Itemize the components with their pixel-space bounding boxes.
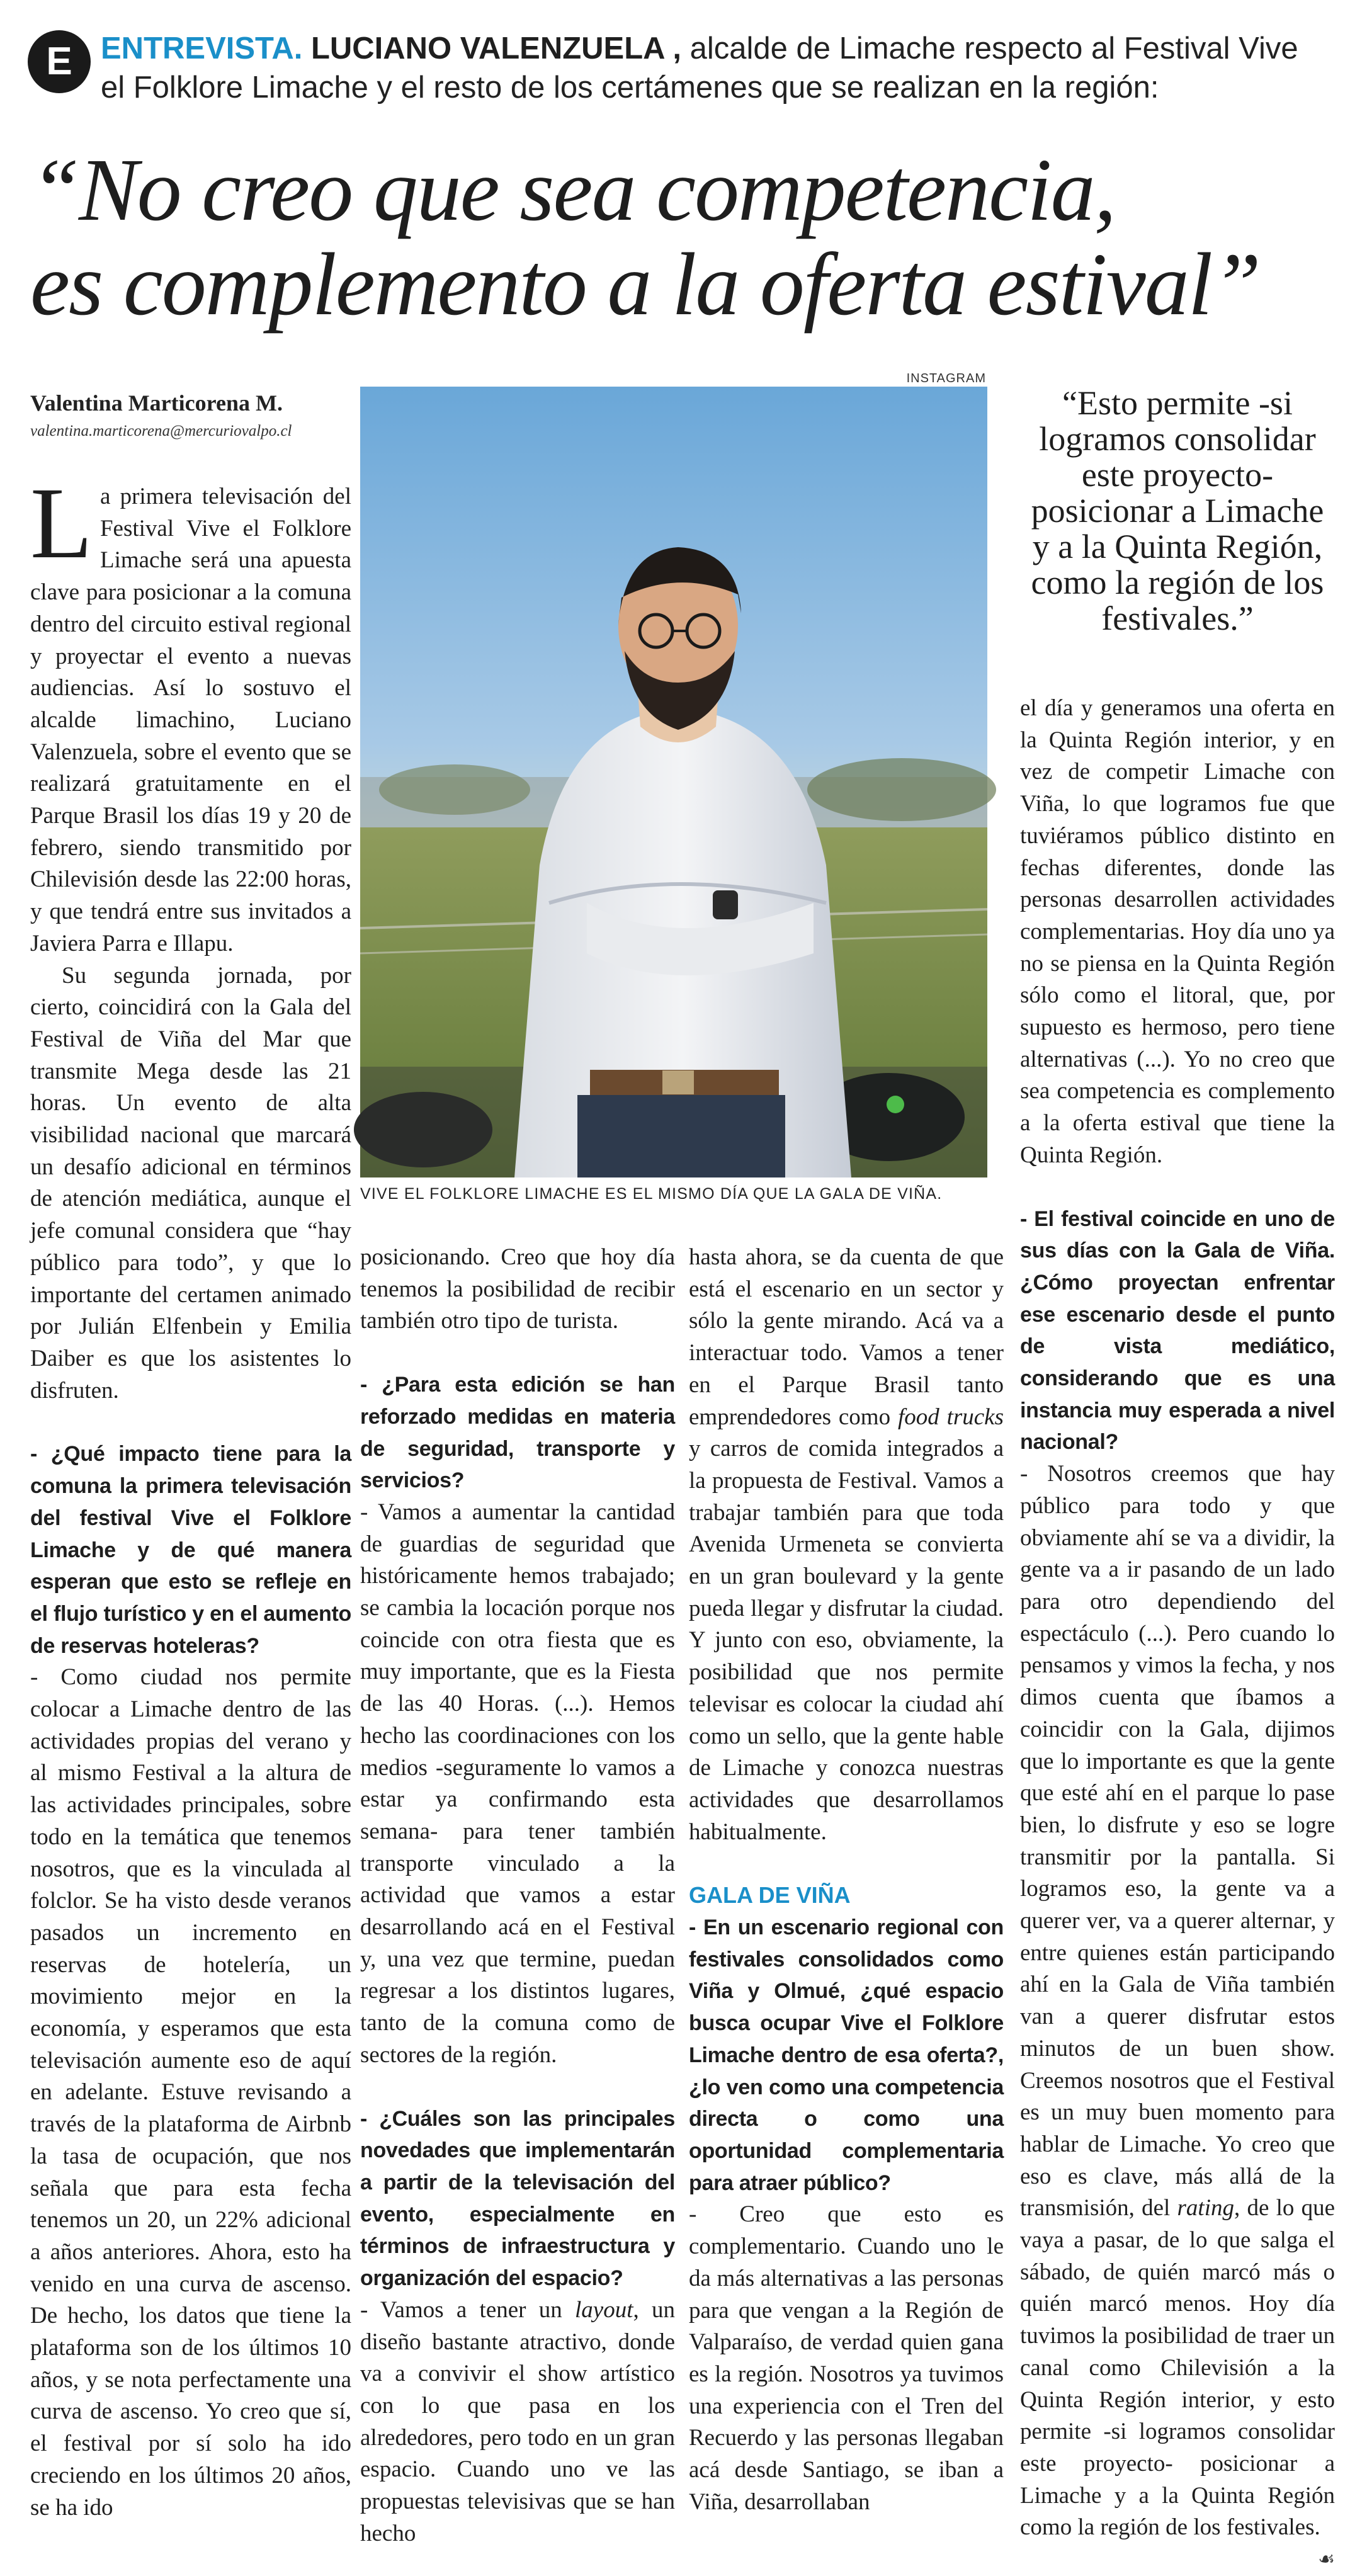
headline (30, 140, 1327, 334)
byline (30, 389, 345, 442)
section-badge: E (28, 30, 91, 93)
answer-3-text-b: , un diseño bastante atractivo, donde va a convivir el show artístico con lo que pasa en los alrededores, pero todo en un gran espacio. Cuando uno ve las propuestas televisivas que se han hecho (360, 2296, 676, 2546)
answer-3 (360, 2295, 675, 2550)
question-3: - ¿Cuáles son las principales novedades que implementarán a partir de la televisación del evento, especialmente en términos de infraestructura y organización del espacio? (360, 2106, 675, 2291)
kicker-label: ENTREVISTA. (101, 31, 303, 65)
answer-2: - Vamos a aumentar la cantidad de guardias de seguridad que históricamente hemos trabajado; se cambia la locación porque nos coincide con otra fiesta que es muy importante, que es la Fiesta de las 40 Horas. (...). Hemos hecho las coordinaciones con los medios -seguramente lo vamos a estar ya confirmando esta semana- para tener también transporte vinculado a la actividad que vamos a estar desarrollando acá en el Festival y, una vez que termine, puedan regresar a los distintos lugares, tanto de la comuna como de sectores de la región. (360, 1499, 675, 2068)
headline-line-2: es complemento a la oferta estival” (30, 234, 1261, 334)
answer-3-cont-italic: food trucks (897, 1404, 1004, 1430)
article-column-2 (360, 1242, 675, 2550)
answer-3-text-a: - Vamos a tener un (360, 2296, 576, 2323)
question-4: - En un escenario regional con festivales consolidados como Viña y Olmué, ¿qué espacio busca ocupar Vive el Folklore Limache dentro de esa oferta?, ¿lo ven como una competencia directa o como una oportunidad complementaria para atraer público? (689, 1915, 1004, 2195)
photo-caption: VIVE EL FOLKLORE LIMACHE ES EL MISMO DÍA QUE LA GALA DE VIÑA. (360, 1185, 943, 1203)
paragraph-2: Su segunda jornada, por cierto, coincidirá con la Gala del Festival de Viña del Mar que transmite Mega desde las 21 horas. Un evento de alta visibilidad nacional que marcará un desafío adicional en términos de atención mediática, aunque el jefe comunal considera que “hay público para todo”, y que lo importante del certamen animado por Julián Elfenbein y Emilia Daiber es que los asistentes lo disfruten. (30, 962, 351, 1404)
answer-5-text-b: , de lo que vaya a pasar, de lo que salga el sábado, de quién marcó más o quién marcó menos. Hoy día tuvimos la posibilidad de traer un canal como Chilevisión a la Quinta Región interior, y esto permite -si logramos consolidar este proyecto- posicionar a Limache y a la Quinta Región como la región de los festivales. (1020, 2195, 1335, 2541)
kicker (101, 29, 1322, 107)
article-column-3 (689, 1242, 1004, 2518)
question-2: - ¿Para esta edición se han reforzado medidas en materia de seguridad, transporte y servicios? (360, 1373, 675, 1493)
answer-4-continued: el día y generamos una oferta en la Quinta Región interior, y en vez de competir Limache con Viña, lo que logramos fue que tuviéramos público distinto en fechas diferentes, donde las personas desarrollen actividades complementarias. Hoy día uno ya no se piensa en la Quinta Región sólo como el litoral, que, por supuesto es hermoso, pero tiene alternativas (...). Yo no creo que sea competencia es complemento a la oferta estival que tiene la Quinta Región. (1020, 695, 1335, 1168)
article-column-1 (30, 467, 351, 2524)
kicker-name: LUCIANO VALENZUELA , (310, 31, 681, 65)
headline-line-1: “No creo que sea competencia, (30, 140, 1116, 239)
interview-photo (360, 387, 987, 1177)
answer-4: - Creo que esto es complementario. Cuando uno le da más alternativas a las personas para que vengan a la Región de Valparaíso, de verdad quien gana es la región. Nosotros ya tuvimos una experiencia con el Tren del Recuerdo y las personas llegaban acá desde Santiago, se iban a Viña, desarrollaban (689, 2201, 1004, 2515)
drop-cap: L (30, 467, 93, 580)
answer-5-italic: rating (1177, 2195, 1234, 2221)
section-subhead: GALA DE VIÑA (689, 1882, 851, 1909)
answer-3-cont-text-b: y carros de comida integrados a la propuesta de Festival. Vamos a trabajar también para que toda Avenida Urmeneta se convierta en un gran boulevard y la gente pueda llegar y disfrutar la ciudad. Y junto con eso, obviamente, la posibilidad que nos permite televisar es colocar la ciudad ahí como un sello, que la gente hable de Limache y conozca nuestras actividades que desarrollamos habitualmente. (689, 1436, 1004, 1845)
answer-1-continued: posicionando. Creo que hoy día tenemos la posibilidad de recibir también otro tipo de turista. (360, 1244, 675, 1334)
author-email: valentina.marticorena@mercuriovalpo.cl (30, 423, 292, 440)
question-1: - ¿Qué impacto tiene para la comuna la primera televisación del festival Vive el Folklore Limache y de qué manera esperan que esto se refleje en el flujo turístico y en el aumento de reservas hoteleras? (30, 1442, 351, 1658)
article-column-4 (1020, 693, 1335, 2576)
question-5: - El festival coincide en uno de sus días con la Gala de Viña. ¿Cómo proyectan enfrentar ese escenario desde el punto de vista mediático, considerando que es una instancia muy esperada a nivel nacional? (1020, 1206, 1335, 1455)
kicker-text: alcalde de Limache respecto al Festival Vive el Folklore Limache y el resto de los certámenes que se realizan en la región: (101, 31, 1298, 105)
answer-5 (1020, 1458, 1335, 2570)
end-mark-icon: ☙ (1318, 2549, 1335, 2570)
answer-3-continued (689, 1242, 1004, 1848)
answer-5-text-a: - Nosotros creemos que hay público para todo y que obviamente ahí se va a dividir, la gente va a ir pasando de un lado para otro dependiendo del espectáculo (...). Pero cuando lo pensamos y vimos la fecha, y nos dimos cuenta que íbamos a coincidir con la Gala, dijimos que lo importante es que la gente que esté ahí en el parque lo pase bien, lo disfrute y eso se logre transmitir por la pantalla. Si logramos eso, la gente va a querer ver, va a querer alternar, y entre quienes están participando ahí en la Gala de Viña también van a querer disfrutar estos minutos de un buen show. Creemos nosotros que el Festival es un muy buen momento para hablar de Limache. Yo creo que eso es clave, más allá de la transmisión, del (1020, 1461, 1335, 2221)
answer-3-italic: layout (575, 2296, 633, 2323)
answer-1: - Como ciudad nos permite colocar a Limache dentro de las actividades propias del verano y al mismo Festival a la altura de las actividades principales, sobre todo en la temática que tenemos nosotros, que es la vinculada al folclor. Se ha visto desde veranos pasados un incremento en reservas de hotelería, un movimiento mejor en la economía, y esperamos que esta televisación aumente eso de aquí en adelante. Estuve revisando a través de la plataforma de Airbnb la tasa de ocupación, que nos señala que para esta fecha tenemos un 20, un 22% adicional a años anteriores. Ahora, esto ha venido en una curva de ascenso. De hecho, los datos que tiene la plataforma son de los últimos 10 años, y se nota perfectamente una curva de ascenso. Yo creo que sí, el festival por sí solo ha ido creciendo en los últimos 20 años, se ha ido (30, 1664, 351, 2521)
author-name: Valentina Marticorena M. (30, 390, 283, 416)
photo-credit: INSTAGRAM (906, 372, 986, 385)
lead-paragraph (30, 467, 351, 960)
pull-quote: “Esto permite -si logramos consolidar este proyecto- posicionar a Limache y a la Quinta Región, como la región de los festivales.” (1031, 384, 1324, 637)
lead-text: a primera televisación del Festival Vive el Folklore Limache será una apuesta clave para posicionar a la comuna dentro del circuito estival regional y proyectar el evento a nuevas audiencias. Así lo sostuvo el alcalde limachino, Luciano Valenzuela, sobre el evento que se realizará gratuitamente en el Parque Brasil los días 19 y 20 de febrero, siendo transmitido por Chilevisión desde las 22:00 horas, y que tendrá entre sus invitados a Javiera Parra e Illapu. (30, 484, 351, 956)
answer-3-cont-text-a: hasta ahora, se da cuenta de que está el escenario en un sector y sólo la gente mirando. Acá va a interactuar todo. Vamos a tener en el Parque Brasil tanto emprendedores como (689, 1244, 1004, 1430)
